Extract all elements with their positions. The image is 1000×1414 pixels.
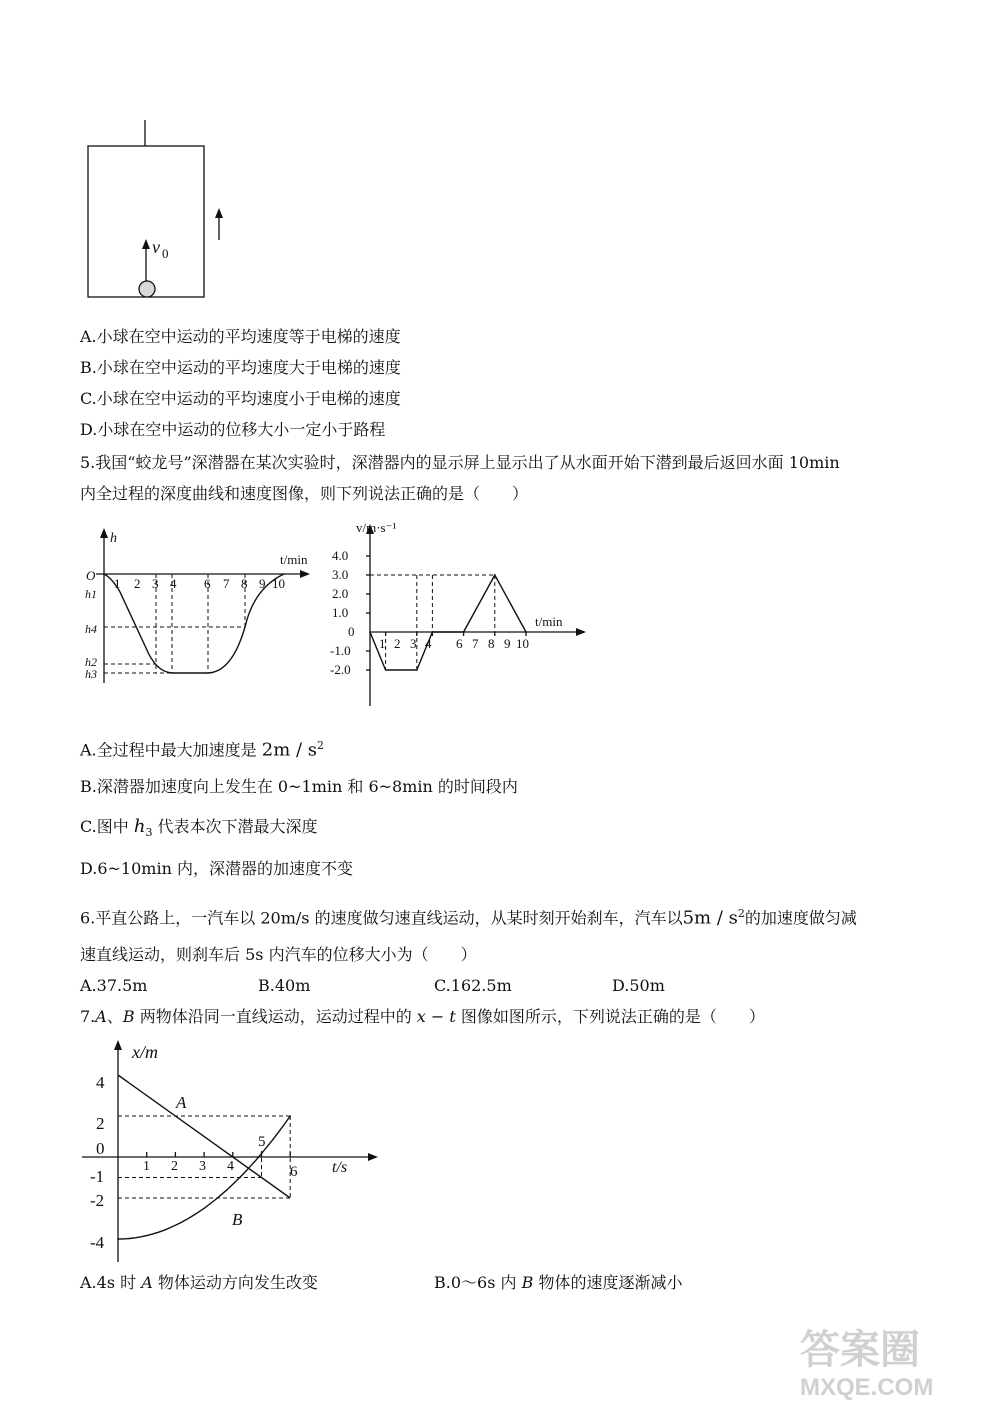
depth-x-ticks: [114, 576, 285, 591]
velocity-y-tick: 3.0: [332, 567, 349, 582]
q5-option-c-pre: C.图中: [80, 817, 129, 836]
ball: [139, 281, 155, 297]
q5-stem-line1: 5.我国“蛟龙号”深潜器在某次实验时，深潜器内的显示屏上显示出了从水面开始下潜到最后返回水面 10min: [80, 453, 840, 472]
xt-plot: [82, 1040, 378, 1262]
depth-x-tick: 9: [259, 576, 266, 591]
velocity-x-tick: 9: [504, 636, 511, 651]
xt-y-label: x/m: [132, 1042, 158, 1062]
q6-option-a: A.37.5m: [80, 976, 148, 995]
velocity-y-tick: -1.0: [330, 643, 351, 658]
q7-option-a: [80, 1272, 318, 1294]
depth-x-tick: 1: [114, 576, 121, 591]
elevator-figure: [80, 118, 240, 308]
xt-mark-5: 5: [258, 1134, 266, 1150]
velocity-point: [463, 631, 465, 633]
velocity-y-label: v/m·s⁻¹: [356, 520, 397, 535]
q7-stem-expr: x − t: [416, 1007, 456, 1026]
depth-x-tick: 10: [272, 576, 285, 591]
velocity-point: [385, 669, 387, 671]
q4-option-a: A.小球在空中运动的平均速度等于电梯的速度: [80, 327, 401, 346]
depth-graph: [80, 528, 320, 688]
q6-stem-post: 的加速度做匀减: [744, 908, 857, 928]
xt-x-tick: 4: [227, 1159, 234, 1174]
xt-y-tick: 2: [96, 1114, 105, 1133]
q6-stem-line2: 速直线运动，则刹车后 5s 内汽车的位移大小为（ ）: [80, 945, 477, 964]
xt-x-arrowhead: [368, 1153, 378, 1161]
q4-option-d: D.小球在空中运动的位移大小一定小于路程: [80, 420, 386, 439]
q5-option-d: D.6~10min 内，深潜器的加速度不变: [80, 859, 353, 878]
q7-stem: [80, 1006, 765, 1028]
q7-option-a-var: A: [141, 1273, 153, 1292]
velocity-x-label: t/min: [535, 614, 563, 629]
q6-option-c: C.162.5m: [434, 976, 512, 995]
xt-y-ticks: [90, 1073, 105, 1252]
depth-y-label: h: [110, 531, 117, 546]
depth-x-tick: 4: [170, 576, 177, 591]
q7-stem-num: 7.: [80, 1007, 96, 1026]
xt-y-arrowhead: [114, 1040, 122, 1050]
xt-curve-a-label: A: [176, 1093, 187, 1112]
velocity-x-tick: 6: [456, 636, 463, 651]
xt-series-b-point: [261, 1177, 263, 1179]
velocity-x-tick: 3: [410, 636, 417, 651]
elevator-up-arrowhead: [215, 208, 223, 218]
xt-curve-b-label: B: [232, 1210, 243, 1229]
q6-stem-pre: 6.平直公路上，一汽车以 20m/s 的速度做匀速直线运动，从某时刻开始刹车，汽车以: [80, 908, 683, 928]
depth-x-tick: 3: [152, 576, 159, 591]
velocity-x-tick: 7: [472, 636, 479, 651]
xt-y-tick: -1: [90, 1167, 105, 1186]
q7-option-b-var: B: [521, 1273, 534, 1292]
watermark-bottom: MXQE.COM: [800, 1374, 934, 1401]
depth-x-tick: 2: [134, 576, 141, 591]
depth-h4-label: h4: [85, 622, 97, 636]
velocity-point: [369, 631, 371, 633]
q7-stem-post: 图像如图所示，下列说法正确的是（ ）: [455, 1007, 765, 1026]
q7-stem-mid: 两物体沿同一直线运动，运动过程中的: [134, 1007, 417, 1026]
q4-option-c: C.小球在空中运动的平均速度小于电梯的速度: [80, 389, 401, 408]
q5-option-a-text: A.全过程中最大加速度是: [80, 740, 257, 760]
q5-option-c-post: 代表本次下潜最大深度: [157, 817, 318, 836]
v0-label: v: [152, 237, 160, 257]
velocity-y-tick: 1.0: [332, 605, 349, 620]
q7-option-b-pre: B.0～6s 内: [434, 1273, 522, 1292]
xt-y-tick: -4: [90, 1233, 105, 1252]
xt-y-tick: 4: [96, 1073, 105, 1092]
depth-x-tick: 8: [241, 576, 248, 591]
q7-option-a-post: 物体运动方向发生改变: [152, 1273, 318, 1292]
q5-option-c: [80, 816, 318, 844]
q7-stem-var-b: B: [122, 1007, 135, 1026]
velocity-y-tick: 0: [348, 624, 355, 639]
q6-option-b: B.40m: [258, 976, 311, 995]
xt-series-b-point: [289, 1115, 291, 1117]
velocity-graph: [330, 520, 590, 710]
xt-series-b-point: [117, 1238, 119, 1240]
velocity-point: [416, 669, 418, 671]
q5-option-a-sup: 2: [317, 739, 325, 752]
xt-x-tick: 1: [143, 1159, 150, 1174]
q5-stem-line2: 内全过程的深度曲线和速度图像，则下列说法正确的是（ ）: [80, 484, 529, 503]
q5-option-c-var: h: [133, 816, 146, 837]
depth-origin: O: [86, 568, 96, 583]
xt-x-tick: 2: [171, 1159, 178, 1174]
velocity-x-arrowhead: [576, 628, 586, 636]
v0-subscript: 0: [162, 246, 169, 261]
xt-x-tick: 3: [199, 1159, 206, 1174]
depth-curve: [104, 574, 284, 673]
velocity-x-tick: 10: [516, 636, 529, 651]
velocity-x-tick: 4: [425, 636, 432, 651]
q7-option-a-pre: A.4s 时: [80, 1273, 142, 1292]
velocity-y-tick: 2.0: [332, 586, 349, 601]
depth-h3-label: h3: [85, 667, 97, 681]
q6-option-d: D.50m: [612, 976, 665, 995]
q5-option-a: [80, 735, 324, 761]
velocity-x-tick: 8: [488, 636, 495, 651]
depth-x-label: t/min: [280, 552, 308, 567]
q5-option-b: B.深潜器加速度向上发生在 0~1min 和 6~8min 的时间段内: [80, 777, 518, 796]
q7-option-b: [434, 1272, 682, 1294]
velocity-series-line: [370, 575, 526, 670]
xt-x-ticks: [143, 1159, 298, 1180]
depth-h2-label: h2: [85, 655, 97, 669]
velocity-y-ticks: [330, 548, 355, 677]
velocity-x-tick: 2: [394, 636, 401, 651]
v0-arrowhead: [142, 239, 150, 249]
q7-stem-sep: 、: [106, 1007, 123, 1026]
depth-h1-label: h1: [85, 587, 97, 601]
q7-stem-var-a: A: [95, 1007, 107, 1026]
watermark-top: 答案圈: [800, 1328, 920, 1372]
depth-x-tick: 6: [204, 576, 211, 591]
xt-y-tick: 0: [96, 1139, 105, 1158]
velocity-y-tick: 4.0: [332, 548, 349, 563]
q5-option-c-sub: 3: [145, 826, 153, 840]
xt-x-label: t/s: [332, 1159, 348, 1176]
q6-stem-line1: [80, 903, 857, 929]
velocity-x-ticks: [379, 636, 529, 651]
xt-x-tick: 6: [290, 1164, 298, 1180]
q5-option-a-value: 2m / s: [261, 739, 318, 761]
q6-stem-value: 5m / s: [682, 907, 738, 929]
q6-stem-sup: 2: [737, 907, 745, 920]
velocity-point: [525, 631, 527, 633]
velocity-point: [432, 631, 434, 633]
velocity-x-tick: 1: [379, 636, 386, 651]
q7-option-b-post: 物体的速度逐渐减小: [533, 1273, 683, 1292]
xt-graph: [80, 1036, 400, 1271]
velocity-point: [494, 574, 496, 576]
xt-y-tick: -2: [90, 1191, 105, 1210]
q4-option-b: B.小球在空中运动的平均速度大于电梯的速度: [80, 358, 401, 377]
depth-x-tick: 7: [223, 576, 230, 591]
velocity-y-tick: -2.0: [330, 662, 351, 677]
